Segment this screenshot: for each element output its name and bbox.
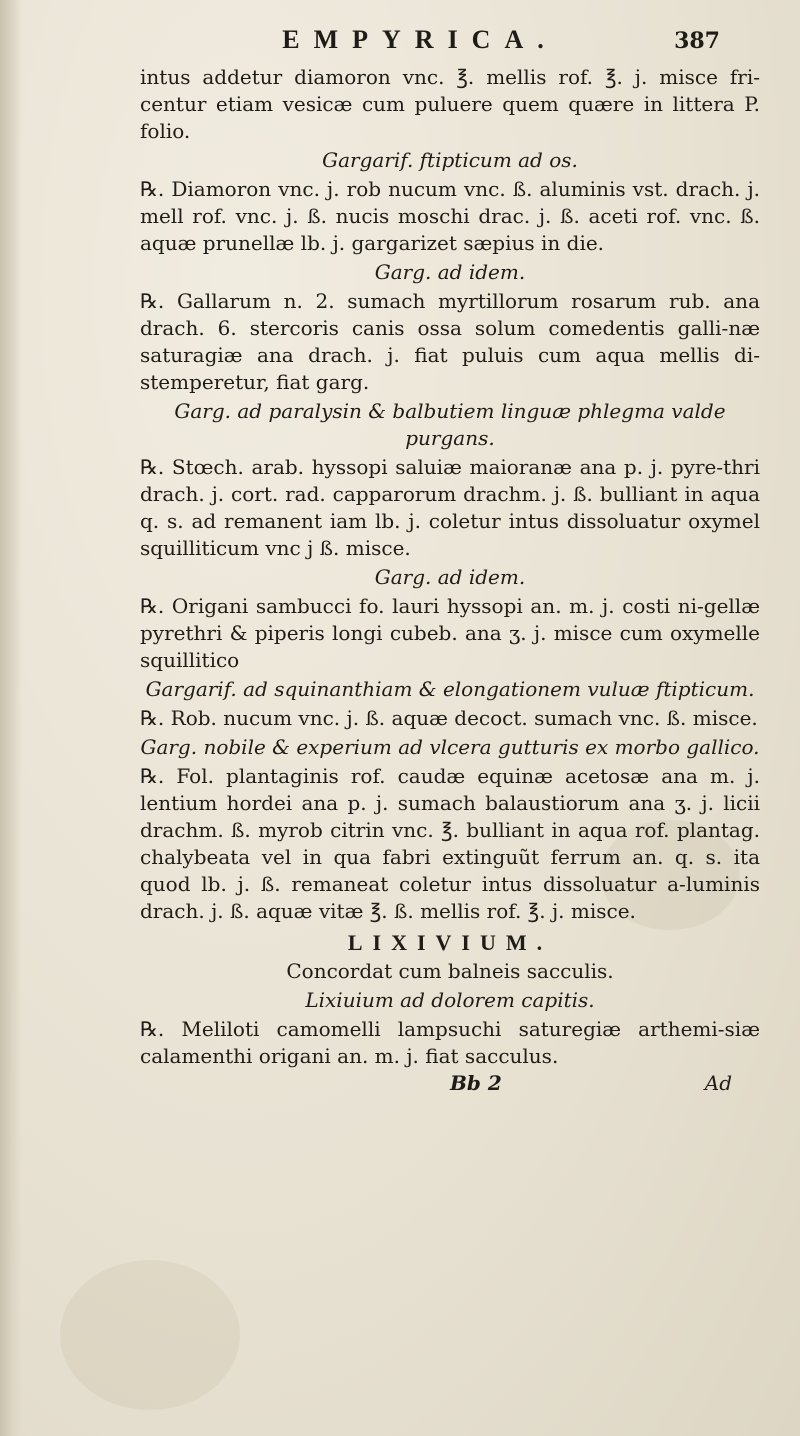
running-head: EMPYRICA. bbox=[282, 25, 558, 54]
paragraph: ℞. Gallarum n. 2. sumach myrtillorum rosarum rub. ana drach. 6. stercoris canis ossa solum comedentis galli-næ saturagiæ ana drach. j. fiat puluis cum aqua mellis di-stemperetur, fiat garg. bbox=[140, 289, 760, 394]
paragraph: intus addetur diamoron vnc. ℥. mellis rof. ℥. j. misce fri-centur etiam vesicæ cum puluere quem quære in littera P. folio. bbox=[140, 65, 760, 143]
recipe-heading: Gargarif. ad squinanthiam & elongationem vuluæ ftipticum. bbox=[145, 677, 755, 701]
page-header bbox=[140, 24, 760, 64]
recipe-heading: Garg. ad idem. bbox=[374, 260, 526, 284]
recipe-heading: Lixiuium ad dolorem capitis. bbox=[305, 988, 595, 1012]
section-subtitle: Concordat cum balneis sacculis. bbox=[286, 959, 614, 983]
recipe-heading: Garg. ad idem. bbox=[374, 565, 526, 589]
recipe-heading: Garg. nobile & experium ad vlcera gutturis ex morbo gallico. bbox=[140, 735, 760, 759]
page-gutter-shadow bbox=[0, 0, 22, 1436]
paragraph: ℞. Diamoron vnc. j. rob nucum vnc. ß. aluminis vst. drach. j. mell rof. vnc. j. ß. nucis moschi drac. j. ß. aceti rof. vnc. ß. aquæ prunellæ lb. j. gargarizet sæpius in die. bbox=[140, 177, 760, 255]
paragraph: ℞. Meliloti camomelli lampsuchi saturegiæ arthemi-siæ calamenthi origani an. m. j. fiat sacculus. bbox=[140, 1017, 760, 1068]
page-number: 387 bbox=[674, 28, 720, 54]
page-footer bbox=[140, 1070, 760, 1098]
paper-stain bbox=[60, 1260, 240, 1410]
section-title: LIXIVIUM. bbox=[347, 930, 553, 955]
paragraph: ℞. Origani sambucci fo. lauri hyssopi an. m. j. costi ni-gellæ pyrethri & piperis longi cubeb. ana ʒ. j. misce cum oxymelle squillitico bbox=[140, 594, 760, 672]
paragraph: ℞. Fol. plantaginis rof. caudæ equinæ acetosæ ana m. j. lentium hordei ana p. j. sumach balaustiorum ana ʒ. j. licii drachm. ß. myrob citrin vnc. ℥. bulliant in aqua rof. plantag. chalybeata vel in qua fabri extinguũt ferrum an. q. s. ita quod lb. j. ß. remaneat coletur intus dissoluatur a-luminis drach. j. ß. aquæ vitæ ℥. ß. mellis rof. ℥. j. misce. bbox=[140, 764, 760, 923]
paragraph: ℞. Stœch. arab. hyssopi saluiæ maioranæ ana p. j. pyre-thri drach. j. cort. rad. capparorum drachm. j. ß. bulliant in aqua q. s. ad remanent iam lb. j. coletur intus dissoluatur oxymel squilliticum vnc j ß. misce. bbox=[140, 455, 760, 560]
body-text bbox=[140, 64, 760, 1070]
signature-mark: Bb 2 bbox=[450, 1071, 502, 1095]
paragraph: ℞. Rob. nucum vnc. j. ß. aquæ decoct. sumach vnc. ß. misce. bbox=[140, 706, 758, 730]
recipe-heading: Garg. ad paralysin & balbutiem linguæ phlegma valde purgans. bbox=[174, 399, 726, 450]
catchword: Ad bbox=[704, 1071, 732, 1095]
recipe-heading: Gargarif. ftipticum ad os. bbox=[322, 148, 578, 172]
text-block bbox=[140, 24, 760, 1098]
